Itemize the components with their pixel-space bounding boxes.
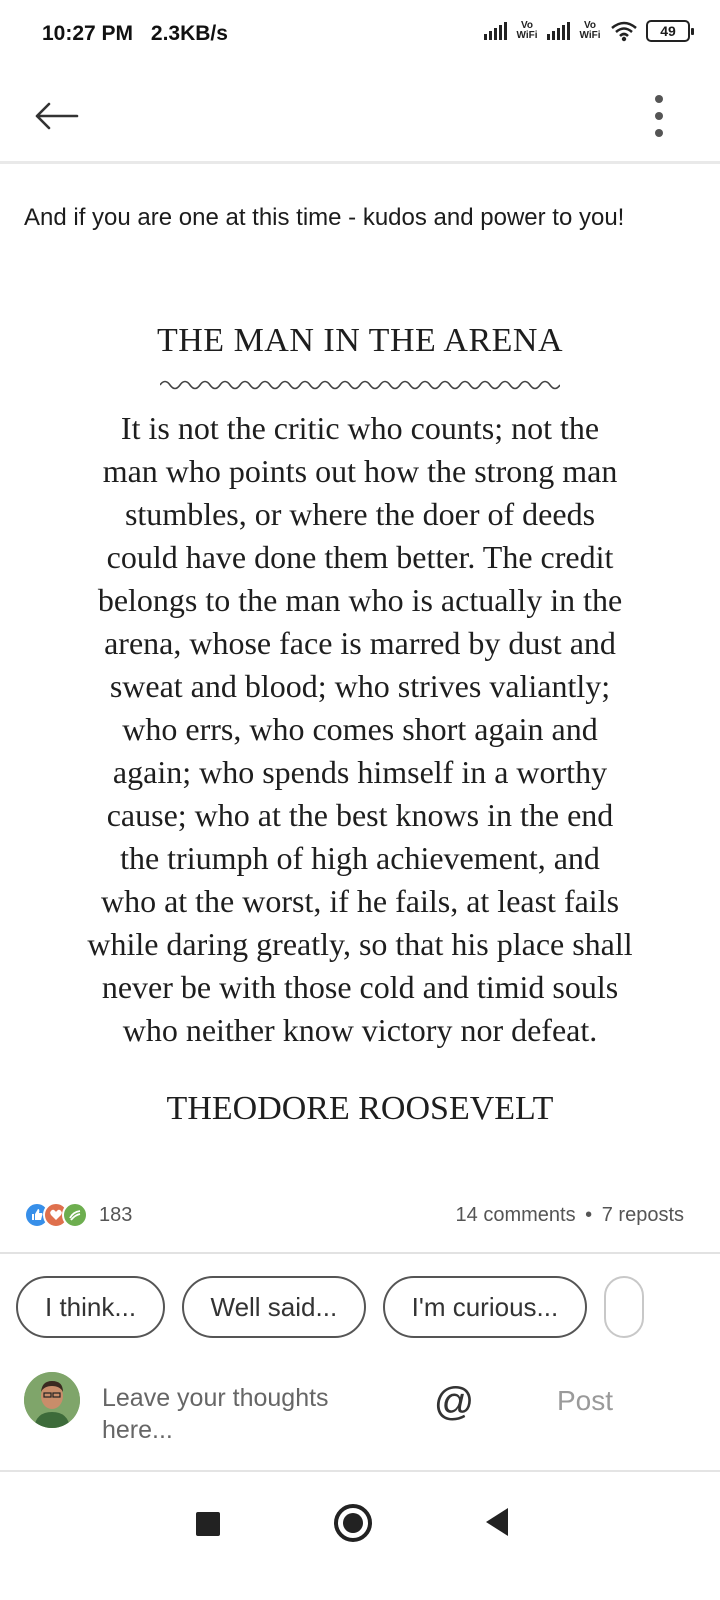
network-speed: 2.3KB/s [150,22,228,45]
post-text: And if you are one at this time - kudos and power to you! [24,204,625,231]
reposts-count[interactable]: 7 reposts [601,1204,684,1226]
arrow-left-icon [33,101,79,131]
system-nav-bar [0,1480,720,1600]
quote-line: sweat and blood; who strives valiantly; [109,668,611,704]
quote-line: while daring greatly, so that his place shall [87,926,633,962]
battery-icon: 49 [646,20,690,42]
quote-line: arena, whose face is marred by dust and [104,625,616,661]
quote-line: belongs to the man who is actually in the [97,582,623,618]
status-icons [484,20,690,42]
recents-button[interactable] [196,1512,220,1536]
system-back-button[interactable] [486,1508,508,1536]
avatar [24,1372,80,1428]
app-bar [0,72,720,164]
suggestion-chips [16,1276,720,1342]
separator: • [585,1204,593,1226]
user-photo [24,1372,80,1428]
quote-line: stumbles, or where the doer of deeds [124,496,596,532]
more-options-button[interactable] [644,86,674,146]
ornament-divider [160,378,560,392]
wifi-icon [610,20,638,42]
quote-line: again; who spends himself in a worthy [112,754,608,790]
quote-line: who at the worst, if he fails, at least fails [100,883,620,919]
quote-line: never be with those cold and timid souls [101,969,619,1005]
vowifi-icon: Vo WiFi [579,20,601,41]
vowifi-icon: Vo WiFi [516,20,538,41]
chip-well-said[interactable]: Well said... [182,1276,367,1338]
quote-line: the triumph of high achievement, and [120,840,600,876]
chip-i-think[interactable]: I think... [16,1276,165,1338]
quote-author: THEODORE ROOSEVELT [166,1090,554,1127]
social-counts-bar [0,1196,720,1254]
mention-button[interactable]: @ [433,1380,475,1424]
status-time: 10:27 PM [42,22,134,45]
support-reaction-icon [62,1202,88,1228]
signal-icon [547,22,570,40]
more-vertical-icon [655,95,663,103]
back-button[interactable] [28,88,84,144]
quote-line: could have done them better. The credit [106,539,614,575]
status-left [42,22,240,46]
home-button[interactable] [334,1504,372,1542]
post-button[interactable]: Post [557,1385,614,1416]
signal-icon [484,22,507,40]
status-bar [0,0,720,72]
post-image[interactable] [0,300,720,1160]
chip-im-curious[interactable]: I'm curious... [383,1276,588,1338]
quote-body [0,407,720,1052]
quote-line: It is not the critic who counts; not the [120,410,600,446]
comments-count[interactable]: 14 comments [455,1204,576,1226]
comment-composer [0,1360,720,1472]
quote-line: cause; who at the best knows in the end [106,797,614,833]
reaction-count: 183 [99,1203,133,1226]
comment-repost-counts[interactable] [456,1204,684,1227]
comment-input[interactable]: Leave your thoughts here... [102,1384,329,1444]
quote-line: who neither know victory nor defeat. [122,1012,598,1048]
quote-title: THE MAN IN THE ARENA [156,322,563,359]
chip-partial[interactable] [604,1276,644,1338]
quote-line: who errs, who comes short again and [122,711,598,747]
reactions-summary[interactable] [24,1202,132,1228]
quote-line: man who points out how the strong man [102,453,618,489]
